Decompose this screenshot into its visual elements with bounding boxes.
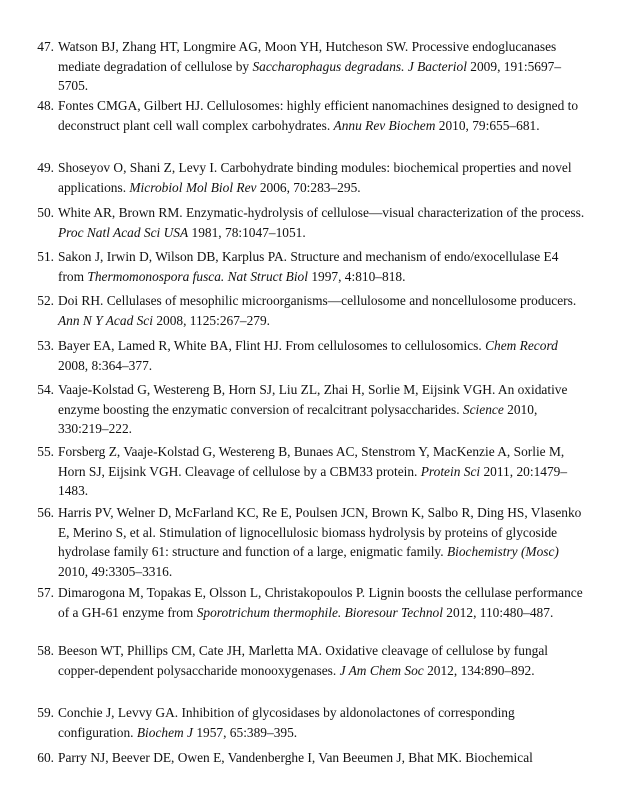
reference-text-run: Watson BJ, Zhang HT, Longmire AG, Moon YH, Hutcheson SW. Processive endoglucanases mediate degradation of cellulose by (58, 39, 557, 74)
reference-text (58, 158, 586, 197)
reference-italic-run: Sporotrichum thermophile. Bioresour Technol (196, 604, 443, 620)
reference-text-run: White AR, Brown RM. Enzymatic-hydrolysis of cellulose—visual characterization of the process. (58, 205, 585, 220)
reference-italic-run: Biochemistry (Mosc) (446, 544, 559, 559)
reference-text-run: Forsberg Z, Vaaje-Kolstad G, Westereng B, Bunaes AC, Stenstrom Y, MacKenzie A, Sorlie M, Horn SJ, Eijsink VGH. Cleavage of cellulose by a CBM33 protein. (58, 444, 565, 479)
reference-item (37, 336, 586, 375)
reference-text (58, 583, 586, 622)
reference-text-run: Doi RH. Cellulases of mesophilic microorganisms—cellulosome and noncellulosome producers. (58, 293, 577, 308)
reference-item (37, 442, 586, 501)
reference-text (58, 96, 586, 135)
reference-number: 52. (37, 293, 54, 308)
reference-item (37, 503, 586, 581)
reference-text-run: 2010, 79:655–681. (435, 117, 540, 133)
reference-text-run: Vaaje-Kolstad G, Westereng B, Horn SJ, Liu ZL, Zhai H, Sorlie M, Eijsink VGH. An oxidative enzyme boosting the enzymatic conversion of recalcitrant polysaccharides. (58, 382, 568, 417)
reference-text-run: Sakon J, Irwin D, Wilson DB, Karplus PA. Structure and mechanism of endo/exocellulase E4 from (58, 249, 559, 284)
reference-item (37, 37, 586, 96)
reference-italic-run: Saccharophagus degradans. J Bacteriol (252, 58, 467, 74)
reference-text (58, 203, 586, 242)
reference-text-run: 2009, 191:5697–5705. (58, 58, 562, 93)
reference-italic-run: Microbiol Mol Biol Rev (129, 179, 257, 195)
reference-number: 60. (37, 750, 54, 765)
reference-italic-run: Ann N Y Acad Sci (58, 312, 153, 328)
reference-number: 57. (37, 585, 54, 600)
reference-number: 59. (37, 705, 54, 720)
reference-number: 47. (37, 39, 54, 54)
reference-item (37, 158, 586, 197)
reference-text-run: 2010, 49:3305–3316. (58, 563, 173, 579)
reference-item (37, 703, 586, 742)
reference-number: 48. (37, 98, 54, 113)
reference-italic-run: Biochem J (136, 724, 193, 740)
reference-number: 56. (37, 505, 54, 520)
reference-text-run: Shoseyov O, Shani Z, Levy I. Carbohydrate binding modules: biochemical properties and novel applications. (58, 160, 572, 195)
reference-text-run: 2011, 20:1479–1483. (58, 463, 568, 498)
reference-item (37, 247, 586, 286)
reference-text-run: 2010, 330:219–222. (58, 401, 538, 436)
reference-text-run: Parry NJ, Beever DE, Owen E, Vandenberghe I, Van Beeumen J, Bhat MK. Biochemical (58, 750, 533, 765)
reference-text-run: 2012, 110:480–487. (442, 604, 554, 620)
reference-number: 58. (37, 643, 54, 658)
reference-text-run: Conchie J, Levvy GA. Inhibition of glycosidases by aldonolactones of corresponding configuration. (58, 705, 515, 740)
reference-text (58, 247, 586, 286)
reference-text-run: Harris PV, Welner D, McFarland KC, Re E, Poulsen JCN, Brown K, Salbo R, Ding HS, Vlasenko E, Merino S, et al. Stimulation of lignocellulosic biomass hydrolysis by proteins of glycoside hydrolase family 61: structure and function of a large, enigmatic family. (58, 505, 582, 559)
reference-number: 54. (37, 382, 54, 397)
reference-text-run: Dimarogona M, Topakas E, Olsson L, Christakopoulos P. Lignin boosts the cellulase performance of a GH-61 enzyme from (58, 585, 583, 620)
reference-italic-run: Science (462, 401, 504, 417)
reference-italic-run: Thermomonospora fusca. Nat Struct Biol (87, 268, 308, 284)
reference-item (37, 203, 586, 242)
reference-number: 55. (37, 444, 54, 459)
reference-item (37, 748, 586, 768)
reference-number: 51. (37, 249, 54, 264)
reference-text (58, 503, 586, 581)
reference-italic-run: J Am Chem Soc (339, 662, 424, 678)
reference-item (37, 380, 586, 439)
reference-text (58, 291, 586, 330)
reference-italic-run: Annu Rev Biochem (333, 117, 436, 133)
reference-number: 49. (37, 160, 54, 175)
reference-item (37, 641, 586, 680)
reference-text-run: Fontes CMGA, Gilbert HJ. Cellulosomes: highly efficient nanomachines designed to designed to deconstruct plant cell wall complex carbohydrates. (58, 98, 579, 133)
reference-number: 50. (37, 205, 54, 220)
reference-italic-run: Chem Record (485, 338, 558, 353)
reference-text (58, 748, 586, 768)
reference-item (37, 291, 586, 330)
reference-text-run: 1957, 65:389–395. (192, 724, 298, 740)
reference-number: 53. (37, 338, 54, 353)
reference-text (58, 336, 586, 375)
reference-text-run: 2008, 8:364–377. (58, 357, 153, 373)
reference-italic-run: Proc Natl Acad Sci USA (58, 224, 189, 240)
reference-text-run: 2006, 70:283–295. (256, 179, 361, 195)
reference-item (37, 96, 586, 135)
reference-text-run: Beeson WT, Phillips CM, Cate JH, Marletta MA. Oxidative cleavage of cellulose by fungal copper-dependent polysaccharide monooxygenases. (58, 643, 549, 678)
reference-text-run: 1997, 4:810–818. (307, 268, 406, 284)
reference-text (58, 641, 586, 680)
reference-text-run: 1981, 78:1047–1051. (188, 224, 306, 240)
reference-text (58, 37, 586, 96)
reference-text (58, 442, 586, 501)
reference-text-run: 2008, 1125:267–279. (152, 312, 271, 328)
reference-text (58, 380, 586, 439)
reference-text (58, 703, 586, 742)
reference-italic-run: Protein Sci (420, 463, 481, 479)
reference-item (37, 583, 586, 622)
reference-text-run: Bayer EA, Lamed R, White BA, Flint HJ. From cellulosomes to cellulosomics. (58, 338, 486, 353)
reference-text-run: 2012, 134:890–892. (423, 662, 535, 678)
